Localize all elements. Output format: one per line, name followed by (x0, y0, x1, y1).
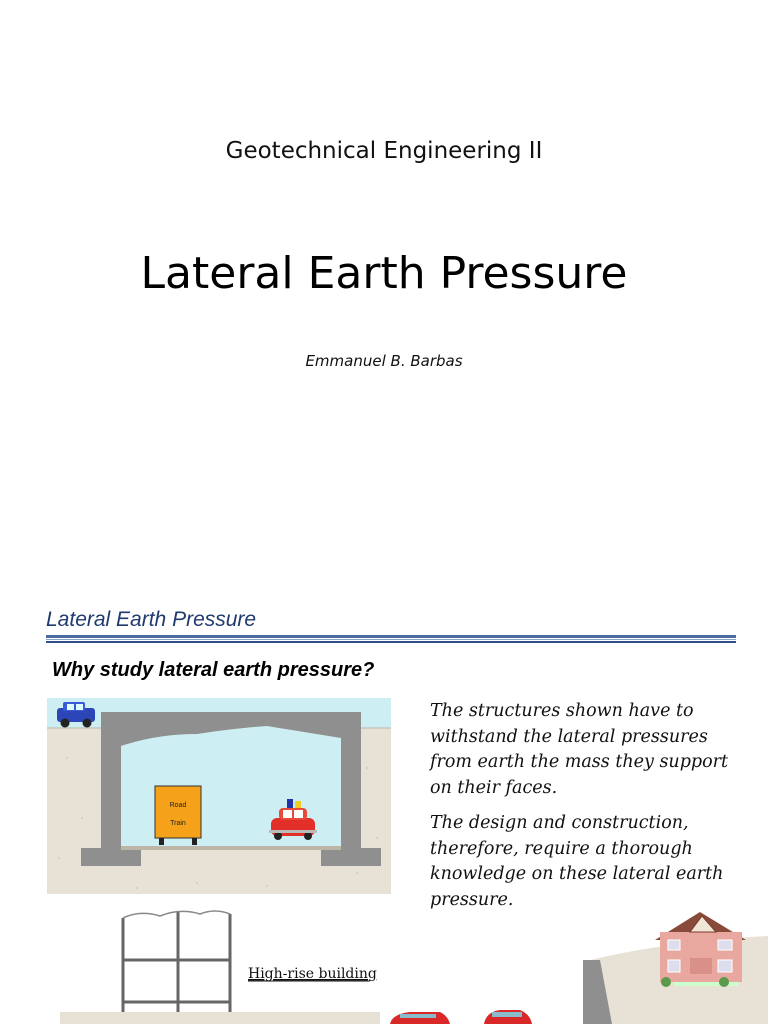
underpass-illustration (47, 698, 391, 894)
left-footing (81, 848, 141, 866)
title-rule-bottom (46, 641, 736, 643)
course-subtitle: Geotechnical Engineering II (225, 138, 543, 164)
section-title: Lateral Earth Pressure (46, 608, 257, 631)
paragraph-design: The design and construction, therefore, require a thorough knowledge on these lateral earth pressure. (430, 813, 724, 910)
content-slide (0, 580, 768, 1024)
question-heading: Why study lateral earth pressure? (52, 659, 375, 681)
author-name: Emmanuel B. Barbas (305, 352, 463, 370)
left-wall (101, 712, 121, 856)
building-frame (123, 912, 230, 1024)
bottom-cars (390, 1010, 532, 1024)
highrise-illustration (0, 902, 768, 1024)
truck-label-line1: Road (169, 802, 187, 809)
soil-ground (60, 1012, 380, 1024)
title-rule-thick (46, 635, 736, 638)
slide-title: Lateral Earth Pressure (140, 248, 628, 299)
right-wall (341, 712, 361, 856)
truck-label-line2: Train (170, 820, 186, 827)
house-icon (655, 912, 746, 987)
highrise-label: High-rise building (248, 966, 377, 982)
paragraph-structures: The structures shown have to withstand the lateral pressures from earth the mass they support on their faces. (430, 701, 729, 798)
right-footing (321, 848, 381, 866)
road-train-truck (155, 786, 201, 845)
title-rule-thin (46, 639, 736, 640)
